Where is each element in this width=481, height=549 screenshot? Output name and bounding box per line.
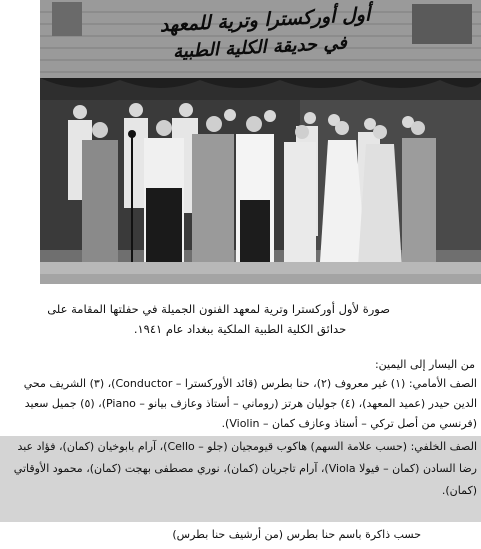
source-credit: حسب ذاكرة باسم حنا بطرس (من أرشيف حنا بطرس) xyxy=(172,528,421,541)
window xyxy=(412,4,472,44)
orchestra-photograph xyxy=(40,0,481,284)
inscription-line-1: أول أوركسترا وترية للمعهد xyxy=(159,3,371,37)
back-row-line-3: (كمان). xyxy=(441,484,477,497)
front-row-line-2: الدين حيدر (عميد المعهد)، (٤) جوليان هرتز (روماني – أستاذ وعازف بيانو – Piano)، (٥) جميل سعيد xyxy=(24,397,477,410)
front-row-line-1: الصف الأمامي: (١) غير معروف (٢)، حنا بطرس (قائد الأوركسترا – Conductor)، (٣) الشريف محي xyxy=(23,377,477,390)
front-row-line-3: (فرنسي من أصل تركي – أستاذ وعازف كمان – Violin). xyxy=(221,417,477,430)
back-row-line-1: الصف الخلفي: (حسب علامة السهم) هاكوب قيومجيان (جلو – Cello)، آرام بابوخيان (كمان)، فؤاد عبد xyxy=(17,440,477,453)
caption-title-line-1: صورة لأول أوركسترا وترية لمعهد الفنون الجميلة في حفلتها المقامة على xyxy=(47,302,390,316)
back-row-line-2: رضا السادن (كمان – فيولا Viola)، آرام تاجريان (كمان)، نوري مصطفى بهجت (كمان)، محمود الأوقاتي xyxy=(13,462,477,475)
window xyxy=(52,2,82,36)
caption-title-line-2: حدائق الكلية الطبية الملكية ببغداد عام ١٩٤١. xyxy=(133,322,347,336)
reading-direction-note: من اليسار إلى اليمين: xyxy=(374,358,475,371)
photo-inscription xyxy=(150,3,380,63)
inscription-line-2: في حديقة الكلية الطبية xyxy=(172,32,348,63)
